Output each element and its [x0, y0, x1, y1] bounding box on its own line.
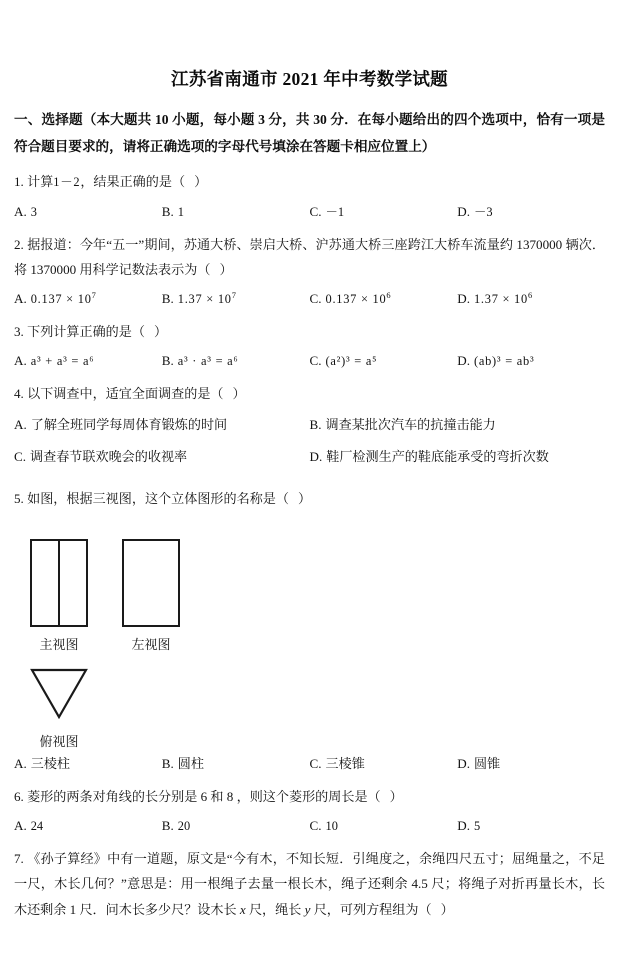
question-4-answer-blank[interactable]: （ ）: [210, 386, 249, 402]
question-5-stem: [14, 486, 605, 511]
question-3-stem-text: 下列计算正确的是: [27, 324, 132, 340]
question-5-options: [14, 754, 605, 775]
front-view: [30, 539, 88, 653]
question-2-option-a[interactable]: A. $0.137 \times 10^7$: [14, 290, 97, 307]
question-7-number: 7.: [14, 851, 24, 867]
question-7-stem-part1: 《孙子算经》中有一道题，原文是“今有木，不知长短．引绳度之，余绳四尺五寸；屈绳量之，不足一尺，木长几何？”意思是：用一根绳子去量一根长木，绳子还剩余 4.5 尺；将绳子对折再量长木，长木还剩余 1 尺．问木长多少尺？设木长: [14, 851, 605, 917]
question-3-option-d[interactable]: D. (ab)³ = ab³: [457, 353, 535, 369]
question-7-variable-x: x: [239, 901, 246, 917]
question-4-stem: [14, 381, 605, 406]
question-4-options: [14, 413, 605, 477]
question-7-variable-y: y: [304, 901, 311, 917]
question-7: [14, 846, 605, 921]
question-2-option-b[interactable]: B. $1.37 \times 10^7$: [161, 290, 237, 307]
question-7-stem-part3: 尺，可列方程组为: [310, 901, 419, 917]
question-4-number: 4.: [14, 386, 24, 402]
question-2-answer-blank[interactable]: （ ）: [197, 261, 236, 277]
question-1-options: [14, 202, 605, 223]
section-heading: 一、选择题（本大题共 10 小题，每小题 3 分，共 30 分．在每小题给出的四个选项中，恰有一项是符合题目要求的，请将正确选项的字母代号填涂在答题卡相应位置上）: [14, 112, 605, 154]
question-1-option-c[interactable]: C. －1: [309, 203, 345, 219]
question-2-number: 2.: [14, 236, 24, 252]
question-6-option-a[interactable]: A. 24: [14, 818, 44, 834]
question-3-option-b[interactable]: B. a³ · a³ = a⁶: [161, 353, 239, 369]
question-4: [14, 381, 605, 477]
top-view-triangle-icon: [30, 667, 88, 719]
front-view-rectangle-icon: [30, 539, 88, 627]
question-2-options: [14, 289, 605, 310]
question-1-stem-after: ，结果正确的是: [80, 174, 172, 189]
question-3-options: [14, 351, 605, 372]
question-3-option-c[interactable]: C. (a²)³ = a⁵: [309, 353, 378, 369]
side-view: [122, 539, 180, 653]
side-view-rectangle-icon: [122, 539, 180, 627]
question-1-stem: [14, 169, 605, 195]
question-1-option-b[interactable]: B. 1: [161, 203, 184, 219]
question-2-option-d[interactable]: D. $1.37 \times 10^6$: [457, 290, 533, 307]
question-4-option-a[interactable]: A. 了解全班同学每周体育锻炼的时间: [14, 417, 228, 433]
question-1-expression: 1－2: [53, 175, 81, 189]
question-2-stem-text: 据报道：今年“五一”期间，苏通大桥、崇启大桥、沪苏通大桥三座跨江大桥车流量约 1370000 辆次．将 1370000 用科学记数法表示为: [14, 236, 605, 277]
question-4-option-b[interactable]: B. 调查某批次汽车的抗撞击能力: [309, 417, 496, 433]
question-6-option-b[interactable]: B. 20: [161, 818, 191, 834]
page-title: 江苏省南通市 2021 年中考数学试题: [171, 69, 448, 89]
front-view-caption: 主视图: [39, 637, 79, 653]
question-7-stem: [14, 846, 605, 921]
question-4-stem-text: 以下调查中，适宜全面调查的是: [27, 386, 211, 402]
question-5-number: 5.: [14, 491, 24, 507]
question-5-answer-blank[interactable]: （ ）: [275, 491, 314, 507]
question-3-option-a[interactable]: A. a³ + a³ = a⁶: [14, 353, 95, 369]
question-4-option-c[interactable]: C. 调查春节联欢晚会的收视率: [14, 449, 188, 465]
top-view-caption: 俯视图: [39, 734, 79, 750]
question-6-stem: [14, 784, 605, 809]
question-6-option-d[interactable]: D. 5: [457, 818, 481, 834]
question-5-option-b[interactable]: B. 圆柱: [161, 756, 204, 772]
question-6-option-c[interactable]: C. 10: [309, 818, 338, 834]
question-2-option-c[interactable]: C. $0.137 \times 10^6$: [309, 290, 392, 307]
question-1-number: 1.: [14, 174, 24, 189]
question-4-option-d[interactable]: D. 鞋厂检测生产的鞋底能承受的弯折次数: [309, 449, 549, 465]
question-1: [14, 169, 605, 223]
question-6-stem-text: 菱形的两条对角线的长分别是 6 和 8 ，则这个菱形的周长是: [27, 789, 368, 805]
three-view-figure: [14, 525, 605, 750]
question-1-option-d[interactable]: D. －3: [457, 203, 493, 219]
top-view: [30, 667, 88, 750]
question-3-number: 3.: [14, 324, 24, 340]
question-7-stem-part2: 尺，绳长: [245, 901, 305, 917]
question-5-option-c[interactable]: C. 三棱锥: [309, 756, 365, 772]
question-2: [14, 232, 605, 310]
question-1-option-a[interactable]: A. 3: [14, 203, 37, 219]
question-3-answer-blank[interactable]: （ ）: [131, 324, 170, 340]
question-6-number: 6.: [14, 789, 24, 805]
side-view-caption: 左视图: [131, 637, 171, 653]
question-7-answer-blank[interactable]: （ ）: [418, 901, 457, 917]
question-6: [14, 784, 605, 837]
question-5-option-a[interactable]: A. 三棱柱: [14, 756, 71, 772]
question-5: [14, 486, 605, 775]
question-6-answer-blank[interactable]: （ ）: [367, 789, 406, 805]
question-2-stem: [14, 232, 605, 282]
question-3-stem: [14, 319, 605, 344]
question-6-options: [14, 816, 605, 837]
question-5-option-d[interactable]: D. 圆锥: [457, 756, 501, 772]
question-1-answer-blank[interactable]: （ ）: [171, 174, 211, 189]
question-5-stem-text: 如图，根据三视图，这个立体图形的名称是: [27, 491, 276, 507]
question-1-stem-before: 计算: [27, 174, 54, 189]
question-3: [14, 319, 605, 372]
